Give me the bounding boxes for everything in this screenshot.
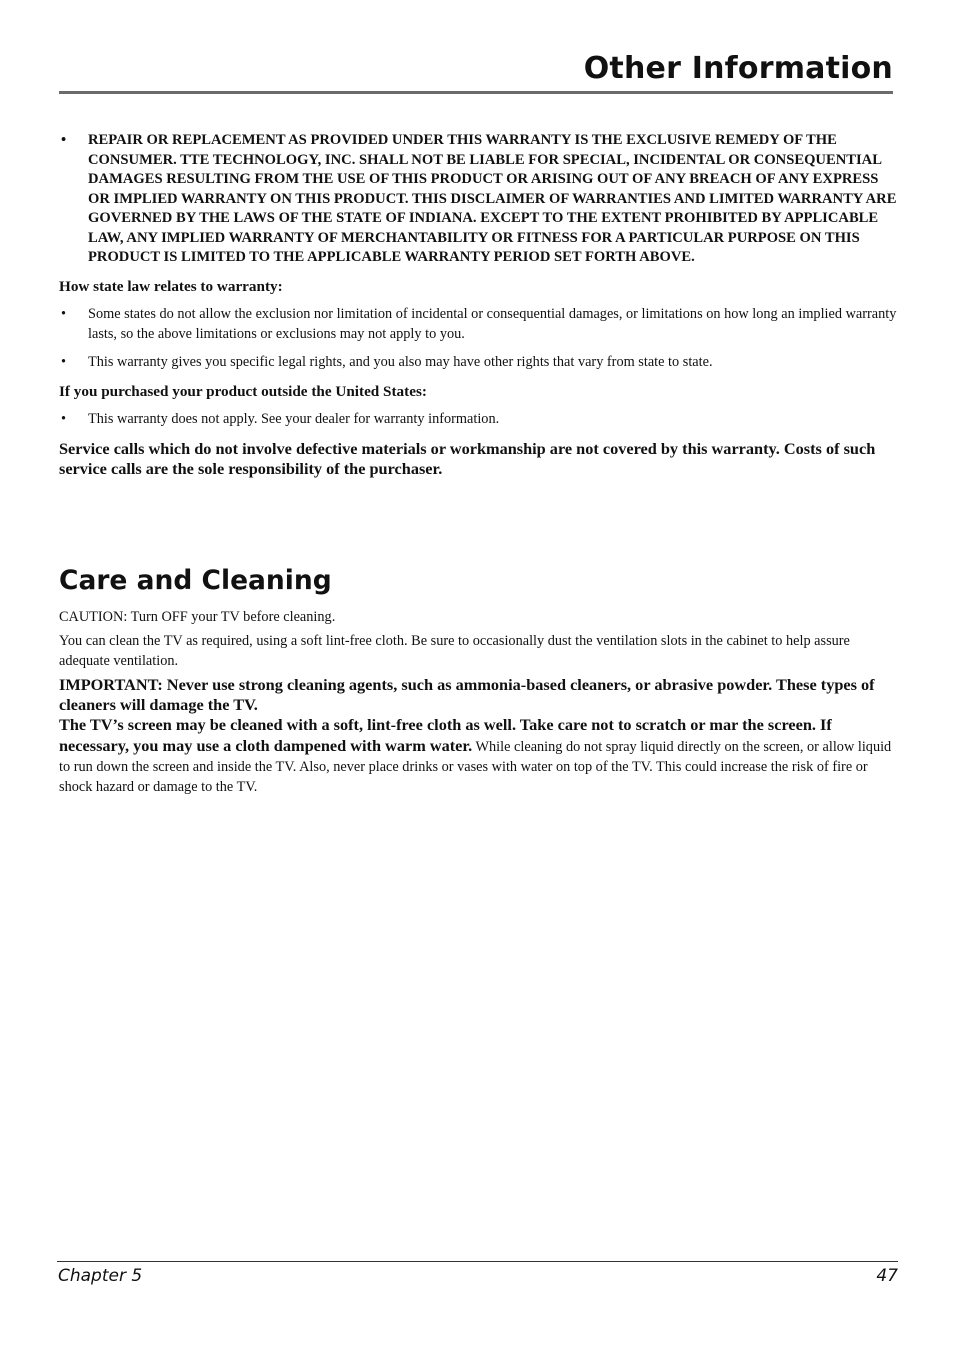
- page-header-title: Other Information: [583, 51, 893, 86]
- state-law-bullet-2: [59, 353, 897, 373]
- state-law-heading: How state law relates to warranty:: [59, 277, 283, 295]
- cleaning-paragraph: You can clean the TV as required, using a soft lint-free cloth. Be sure to occasionally dust the ventilation slots in the cabinet to help assure adequate ventilation.: [59, 632, 850, 669]
- service-calls-notice: Service calls which do not involve defective materials or workmanship are not covered by this warranty. Costs of such service calls are the sole responsibility of the purchaser.: [59, 438, 876, 478]
- remedy-text: REPAIR OR REPLACEMENT AS PROVIDED UNDER THIS WARRANTY IS THE EXCLUSIVE REMEDY OF THE CONSUMER. TTE TECHNOLOGY, INC. SHALL NOT BE LIABLE FOR SPECIAL, INCIDENTAL OR CONSEQUENTIAL DAMAGES RESULTING FROM THE USE OF THIS PRODUCT OR ARISING OUT OF ANY BREACH OF ANY EXPRESS OR IMPLIED WARRANTY ON THIS PRODUCT. THIS DISCLAIMER OF WARRANTIES AND LIMITED WARRANTY ARE GOVERNED BY THE LAWS OF THE STATE OF INDIANA. EXCEPT TO THE EXTENT PROHIBITED BY APPLICABLE LAW, ANY IMPLIED WARRANTY OF MERCHANTABILITY OR FITNESS FOR A PARTICULAR PURPOSE ON THIS PRODUCT IS LIMITED TO THE APPLICABLE WARRANTY PERIOD SET FORTH ABOVE.: [88, 132, 897, 265]
- outside-us-bullet: [59, 410, 897, 430]
- care-title: Care and Cleaning: [59, 565, 332, 596]
- caution-text: CAUTION: Turn OFF your TV before cleaning.: [59, 608, 336, 625]
- state-law-text-1: Some states do not allow the exclusion nor limitation of incidental or consequential damages, or limitations on how long an implied warranty lasts, so the above limitations or exclusions may not apply to you.: [88, 306, 897, 342]
- footer-chapter: Chapter 5: [58, 1266, 143, 1286]
- screen-paragraph: [59, 715, 899, 797]
- page-number: 47: [876, 1266, 898, 1286]
- remedy-bullet: [59, 131, 897, 268]
- screen-rest-text: While cleaning do not spray liquid directly on the screen, or allow liquid to run down the screen and inside the TV. Also, never place drinks or vases with water on top of the TV. This could increase the risk of fire or shock hazard or damage to the TV.: [59, 738, 892, 795]
- outside-us-text: This warranty does not apply. See your dealer for warranty information.: [88, 411, 500, 427]
- outside-us-heading: If you purchased your product outside the United States:: [59, 382, 427, 400]
- important-notice: IMPORTANT: Never use strong cleaning agents, such as ammonia-based cleaners, or abrasive powder. These types of cleaners will damage the TV.: [59, 674, 875, 714]
- state-law-text-2: This warranty gives you specific legal rights, and you also may have other rights that vary from state to state.: [88, 354, 713, 370]
- bullet-glyph: •: [61, 354, 67, 370]
- screen-bold-text: The TV’s screen may be cleaned with a soft, lint-free cloth as well. Take care not to scratch or mar the screen. If necessary, you may use a cloth dampened with warm water.: [59, 714, 832, 755]
- bullet-glyph: •: [61, 132, 67, 148]
- footer-divider: [57, 1261, 898, 1262]
- care-section: [59, 565, 899, 801]
- warranty-section: [59, 131, 897, 479]
- header-divider: [59, 91, 893, 94]
- bullet-glyph: •: [61, 306, 67, 322]
- bullet-glyph: •: [61, 411, 67, 427]
- state-law-bullet-1: [59, 305, 897, 344]
